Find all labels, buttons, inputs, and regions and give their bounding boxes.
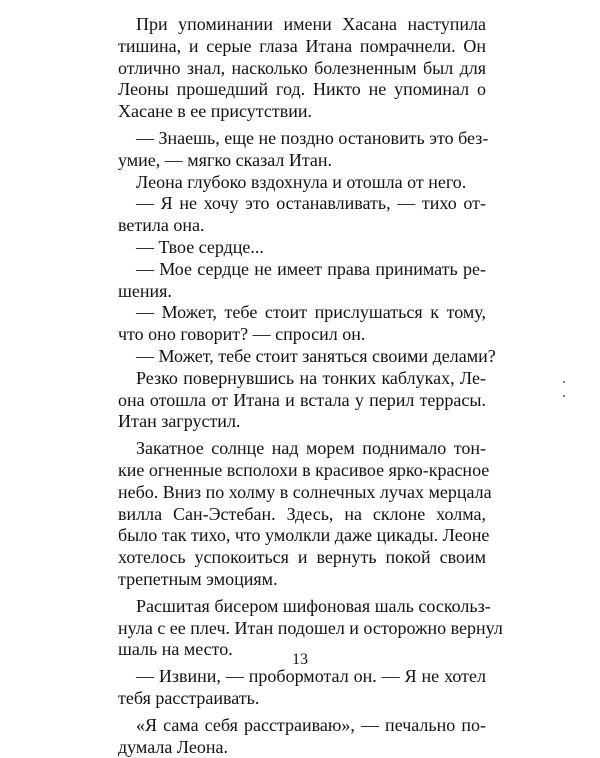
text-line: Резко повернувшись на тонких каблуках, Ле- [118,368,486,390]
text-line: тебя расстраивать. [118,688,486,710]
text-line: умие, — мягко сказал Итан. [118,150,486,172]
text-line: что оно говорит? — спросил он. [118,324,486,346]
text-line: кие огненные всполохи в красивое ярко-красное [118,460,486,482]
scan-speck [563,381,565,383]
text-line: Леоны прошедший год. Никто не упоминал о [118,79,486,101]
text-line: думала Леона. [118,737,486,758]
text-line: хотелось успокоиться и вернуть покой своим [118,547,486,569]
text-line: Закатное солнце над морем поднимало тон- [118,438,486,460]
text-line: Хасане в ее присутствии. [118,101,486,123]
text-line: шаль на место. [118,639,486,661]
text-line: вилла Сан-Эстебан. Здесь, на склоне холма, [118,504,486,526]
text-line: нула с ее плеч. Итан подошел и осторожно вернул [118,618,486,640]
text-line: — Я не хочу это останавливать, — тихо от- [118,193,486,215]
text-line: трепетным эмоциям. [118,569,486,591]
text-line: — Может, тебе стоит прислушаться к тому, [118,302,486,324]
text-line: тишина, и серые глаза Итана помрачнели. Он [118,36,486,58]
text-line: — Извини, — пробормотал он. — Я не хотел [118,666,486,688]
page-number: 13 [0,651,600,669]
text-line: — Может, тебе стоит заняться своими делами? [118,346,486,368]
text-line: небо. Вниз по холму в солнечных лучах мерцала [118,482,486,504]
body-text [118,14,486,758]
text-line: было так тихо, что умолкли даже цикады. Леоне [118,525,486,547]
text-line: Леона глубоко вздохнула и отошла от него. [118,172,486,194]
text-line: она отошла от Итана и встала у перил террасы. [118,390,486,412]
text-line: отлично знал, насколько болезненным был для [118,58,486,80]
text-line: «Я сама себя расстраиваю», — печально по- [118,715,486,737]
text-line: При упоминании имени Хасана наступила [118,14,486,36]
text-line: шения. [118,281,486,303]
text-line: — Мое сердце не имеет права принимать ре- [118,259,486,281]
text-line: ветила она. [118,215,486,237]
scan-speck [563,395,565,397]
text-line: Расшитая бисером шифоновая шаль соскольз- [118,596,486,618]
text-line: — Знаешь, еще не поздно остановить это без- [118,128,486,150]
text-line: Итан загрустил. [118,411,486,433]
text-line: — Твое сердце... [118,237,486,259]
